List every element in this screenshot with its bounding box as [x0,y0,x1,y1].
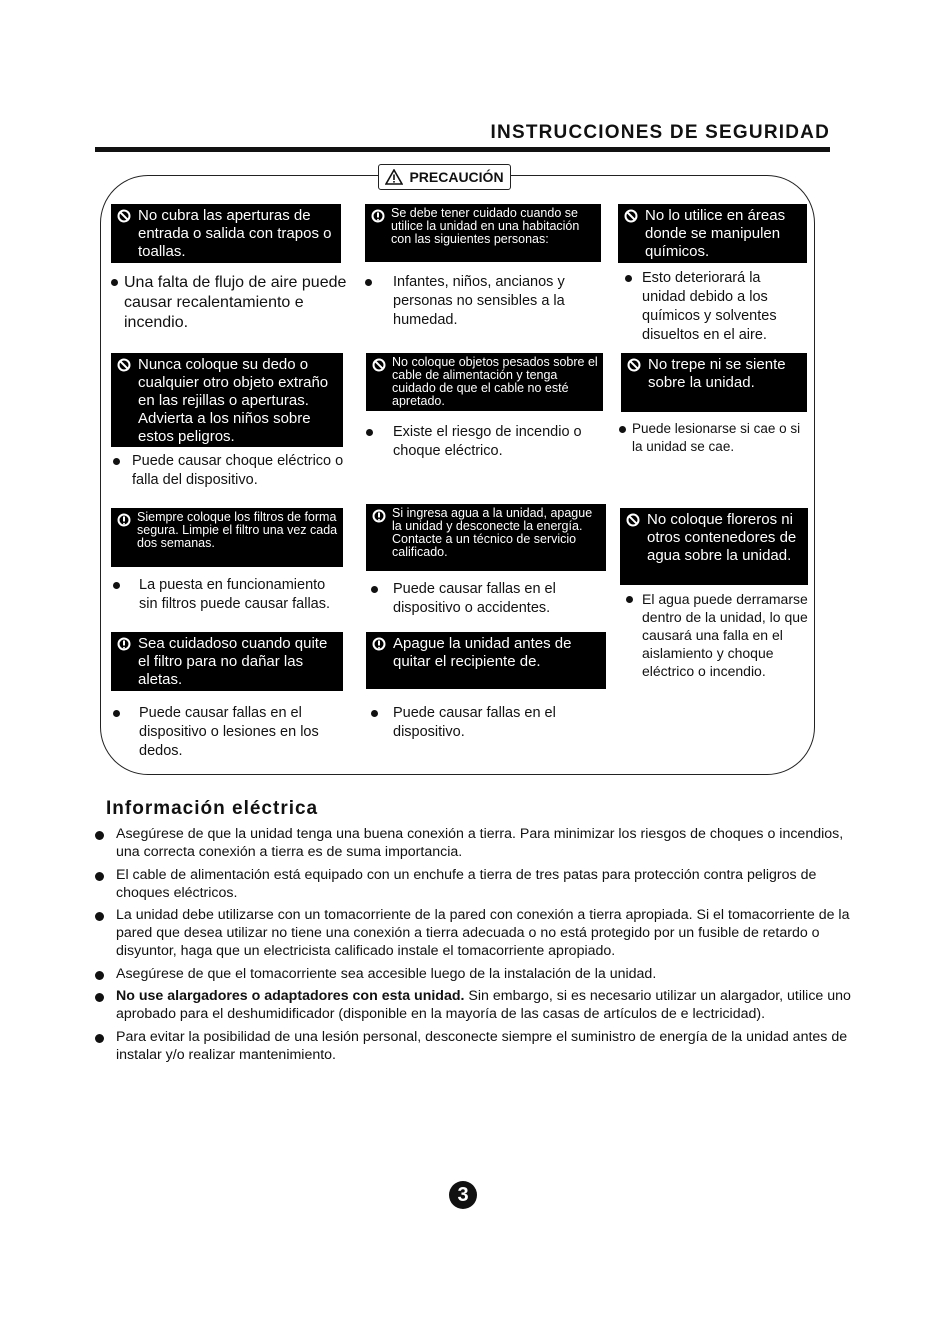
note-item [626,590,816,680]
page-number: 3 [449,1181,477,1209]
list-item [93,825,853,861]
warning-text: Siempre coloque los filtros de forma segura. Limpie el filtro una vez cada dos semanas. [137,510,338,550]
warning-text: No trepe ni se siente sobre la unidad. [648,356,786,391]
warning-text: Sea cuidadoso cuando quite el filtro para no dañar las aletas. [138,635,328,688]
attention-icon [372,637,386,651]
warning-text: Se debe tener cuidado cuando se utilice la unidad en una habitación con las siguientes personas: [391,206,580,246]
caution-label-box [378,164,511,190]
electrical-list [93,825,853,1068]
note-text: Puede causar fallas en el dispositivo o accidentes. [393,581,556,616]
item-text: El cable de alimentación está equipado con un enchufe a tierra de tres patas para protección contra peligros de choques eléctricos. [116,866,817,901]
prohibition-icon [624,209,638,223]
warning-triangle-icon [385,169,403,185]
list-item [93,906,853,960]
bullet-dot [113,458,120,465]
note-text: Existe el riesgo de incendio o choque eléctrico. [393,424,582,459]
note-text: Esto deteriorará la unidad debido a los químicos y solventes disueltos en el aire. [642,270,777,343]
bullet-dot [626,596,633,603]
prohibition-icon [626,513,640,527]
bullet-dot [95,1034,104,1043]
item-text: Asegúrese de que el tomacorriente sea accesible luego de la instalación de la unidad. [116,965,657,982]
note-item [113,576,343,614]
warning-box [111,204,341,263]
attention-icon [117,637,131,651]
bullet-dot [95,912,104,921]
warning-box [621,353,807,412]
item-text: Asegúrese de que la unidad tenga una buena conexión a tierra. Para minimizar los riesgos de choques o incendios, una correcta conexión a tierra es de suma importancia. [116,826,844,860]
list-item [93,965,853,983]
bullet-dot [95,872,104,881]
note-item [371,704,591,742]
note-item [111,273,356,333]
note-item [371,580,591,618]
caution-label: PRECAUCIÓN [409,169,504,185]
warning-text: Nunca coloque su dedo o cualquier otro objeto extraño en las rejillas o aperturas. Advierta a los niños sobre estos peligros. [138,356,329,445]
list-item [93,866,853,902]
list-item [93,987,853,1023]
attention-icon [372,509,386,523]
prohibition-icon [117,209,131,223]
bullet-dot [113,710,120,717]
note-text: Infantes, niños, ancianos y personas no sensibles a la humedad. [393,274,565,328]
item-text: La unidad debe utilizarse con un tomacorriente de la pared con conexión a tierra apropiada. Si el tomacorriente de la pared que desea utilizar no tiene una conexión a tierra adecuada o no está protegido por un fusible de retardo o disyuntor, haga que un electricista calificado instale el tomacorriente apropiado. [116,907,850,959]
electrical-section-title: Información eléctrica [106,798,319,819]
note-item [113,452,356,490]
note-text: Puede causar fallas en el dispositivo o lesiones en los dedos. [139,705,319,759]
list-item [93,1028,853,1064]
warning-box [111,632,343,691]
warning-text: Apague la unidad antes de quitar el recipiente de. [393,635,572,670]
bullet-dot [111,279,118,286]
item-text: Para evitar la posibilidad de una lesión personal, desconecte siempre el suministro de energía de la unidad antes de instalar y/o realizar mantenimiento. [116,1028,848,1063]
attention-icon [117,513,131,527]
bullet-dot [366,429,373,436]
item-bold-text: No use alargadores o adaptadores con esta unidad. [116,988,465,1004]
warning-text: Si ingresa agua a la unidad, apague la unidad y desconecte la energía. Contacte a un técnico de servicio calificado. [392,506,593,559]
heading-rule [95,147,830,152]
note-text: El agua puede derramarse dentro de la unidad, lo que causará una falla en el aislamiento y choque eléctrico o incendio. [642,591,808,679]
note-text: Puede causar fallas en el dispositivo. [393,705,556,740]
bullet-dot [371,586,378,593]
note-item [625,269,800,345]
warning-box [111,353,343,447]
note-item [113,704,348,761]
warning-box [365,204,601,262]
page-heading: INSTRUCCIONES DE SEGURIDAD [490,122,830,143]
note-text: Una falta de flujo de aire puede causar recalentamiento e incendio. [124,274,347,331]
prohibition-icon [117,358,131,372]
bullet-dot [113,582,120,589]
warning-text: No coloque objetos pesados sobre el cable de alimentación y tenga cuidado de que el cable no esté apretado. [392,355,598,408]
bullet-dot [95,971,104,980]
attention-icon [371,209,385,223]
warning-text: No coloque floreros ni otros contenedores de agua sobre la unidad. [647,511,797,564]
warning-text: No cubra las aperturas de entrada o salida con trapos o toallas. [138,207,332,260]
bullet-dot [95,831,104,840]
warning-box [620,508,808,585]
warning-box [366,353,603,411]
bullet-dot [371,710,378,717]
note-text: Puede causar choque eléctrico o falla del dispositivo. [132,453,344,488]
item-text: Sin embargo, si es necesario utilizar un alargador, utilice uno aprobado para el deshumidificador (disponible en la mayoría de las casas de artículos de e lectricidad). [116,988,851,1022]
prohibition-icon [627,358,641,372]
bullet-dot [95,993,104,1002]
bullet-dot [365,279,372,286]
warning-box [111,508,343,567]
note-text: La puesta en funcionamiento sin filtros puede causar fallas. [139,577,331,612]
warning-box [366,504,606,571]
bullet-dot [625,275,632,282]
warning-text: No lo utilice en áreas donde se manipulen químicos. [645,207,786,260]
note-item [619,420,814,456]
note-item [366,423,606,461]
prohibition-icon [372,358,386,372]
bullet-dot [619,426,626,433]
note-text: Puede lesionarse si cae o si la unidad se cae. [632,421,801,454]
warning-box [618,204,807,263]
warning-box [366,632,606,689]
note-item [365,273,590,330]
